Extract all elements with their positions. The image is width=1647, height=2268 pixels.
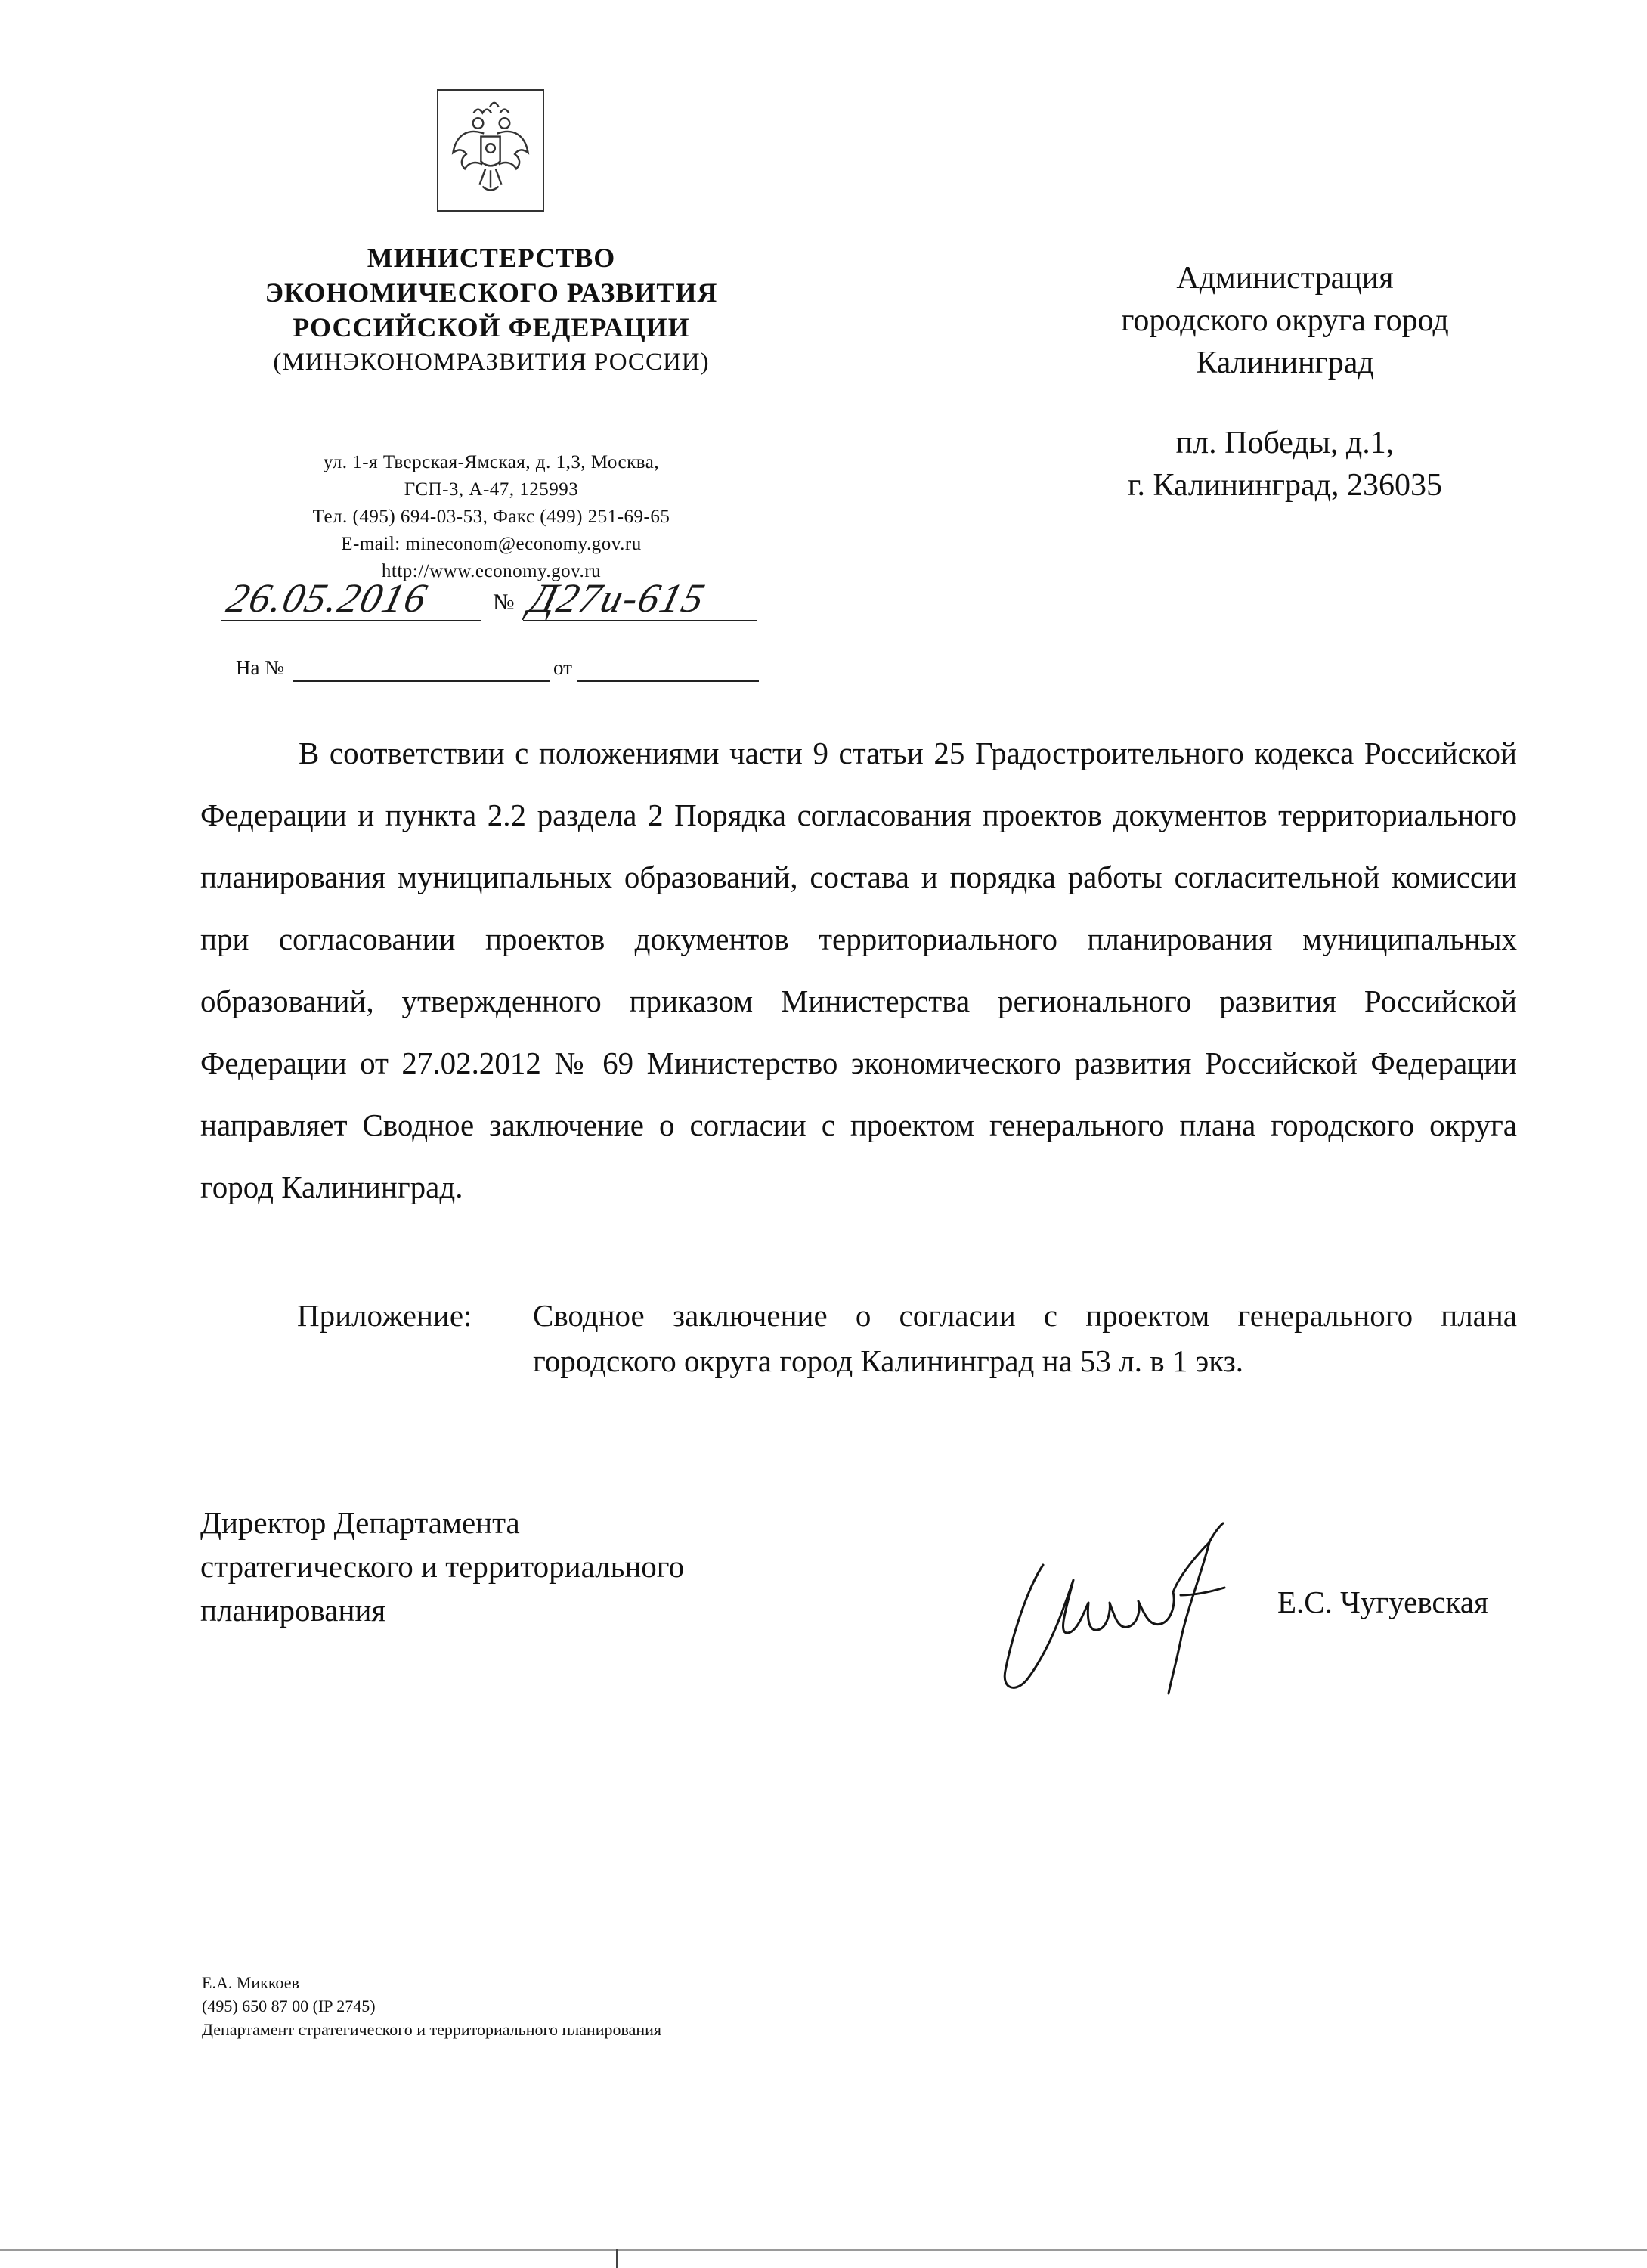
ministry-contacts [249, 449, 733, 585]
handwritten-number: Д27и-615 [525, 575, 711, 621]
handwritten-signature [983, 1520, 1300, 1709]
executor-info [202, 1971, 882, 2041]
executor-name: Е.А. Миккоев [202, 1973, 299, 1992]
addressee-name-line: городского округа город [1121, 303, 1449, 338]
position-line: планирования [200, 1593, 386, 1628]
phone-line: Тел. (495) 694-03-53, Факс (499) 251-69-65 [312, 507, 670, 527]
ref-from-label: от [553, 656, 572, 679]
signer-name: Е.С. Чугуевская [1277, 1585, 1488, 1619]
email-line: E-mail: mineconom@economy.gov.ru [341, 534, 642, 554]
executor-department: Департамент стратегического и территориального планирования [202, 2020, 662, 2039]
executor-phone: (495) 650 87 00 (IP 2745) [202, 1997, 376, 2015]
ministry-name [227, 240, 756, 380]
reference-row [236, 656, 765, 694]
ministry-line: РОССИЙСКОЙ ФЕДЕРАЦИИ [293, 312, 690, 342]
website-line: http://www.economy.gov.ru [381, 561, 602, 581]
addressee-name-line: Калининград [1196, 345, 1374, 380]
date-underline [221, 620, 481, 621]
position-line: стратегического и территориального [200, 1549, 685, 1584]
handwritten-date: 26.05.2016 [222, 575, 433, 621]
number-label: № [493, 590, 515, 615]
addressee-address-line: г. Калининград, 236035 [1127, 468, 1443, 503]
letter-body-paragraph: В соответствии с положениями части 9 статьи 25 Градостроительного кодекса Российской Федерации и пункта 2.2 раздела 2 Порядка согласования проектов документов территориального планирования муниципальных образований, состава и порядка работы согласительной комиссии при согласовании проектов документов территориального планирования муниципальных образований, утвержденного приказом Министерства регионального развития Российской Федерации от 27.02.2012 № 69 Министерство экономического развития Российской Федерации направляет Сводное заключение о согласии с проектом генерального плана городского округа город Калининград. [200, 736, 1517, 1204]
position-line: Директор Департамента [200, 1505, 520, 1540]
addressee [1020, 257, 1549, 507]
ministry-line: ЭКОНОМИЧЕСКОГО РАЗВИТИЯ [265, 277, 718, 308]
number-underline [523, 620, 757, 621]
emblem-frame [437, 89, 544, 212]
address-line: ул. 1-я Тверская-Ямская, д. 1,3, Москва, [323, 452, 660, 472]
scan-mark [616, 2249, 618, 2268]
ref-number-underline [293, 680, 550, 682]
ref-date-underline [577, 680, 759, 682]
ref-label: На № [236, 656, 284, 679]
signatory-position [200, 1501, 881, 1632]
ministry-abbreviation: (МИНЭКОНОМРАЗВИТИЯ РОССИИ) [273, 349, 710, 376]
scan-edge-line [0, 2249, 1647, 2251]
address-line: ГСП-3, А-47, 125993 [404, 479, 579, 500]
addressee-name-line: Администрация [1176, 261, 1394, 296]
outgoing-registration [221, 575, 765, 627]
russian-coat-of-arms-icon [438, 91, 543, 210]
appendix-label: Приложение: [297, 1298, 472, 1333]
addressee-address-line: пл. Победы, д.1, [1175, 426, 1395, 460]
appendix-text: Сводное заключение о согласии с проектом генерального плана городского округа город Калининград на 53 л. в 1 экз. [533, 1298, 1517, 1378]
ministry-line: МИНИСТЕРСТВО [367, 243, 616, 273]
